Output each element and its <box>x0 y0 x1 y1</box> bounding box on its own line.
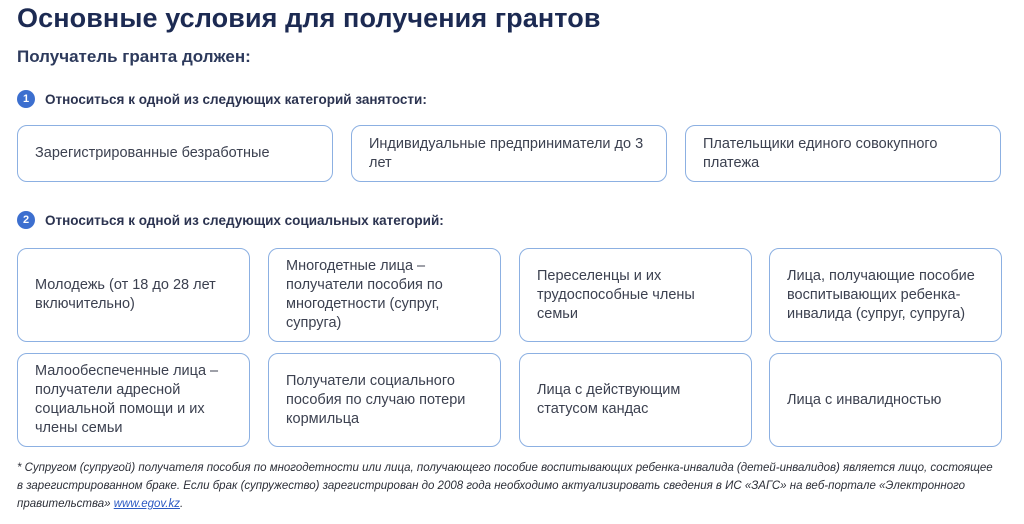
section-2-title: Относиться к одной из следующих социальных категорий: <box>45 212 444 228</box>
employment-card-entrepreneurs <box>351 125 667 182</box>
employment-card-single-payment <box>685 125 1001 182</box>
social-card-disability <box>769 353 1002 447</box>
card-text: Малообеспеченные лица – получатели адресной социальной помощи и их члены семьи <box>35 363 219 436</box>
card-text: Лица с действующим статусом кандас <box>537 382 681 417</box>
card-text: Молодежь (от 18 до 28 лет включительно) <box>35 277 216 312</box>
social-card-kandas <box>519 353 752 447</box>
card-text: Зарегистрированные безработные <box>35 145 270 161</box>
employment-card-unemployed <box>17 125 333 182</box>
footnote-text: * Супругом (супругой) получателя пособия по многодетности или лица, получающего пособие воспитывающих ребенка-инвалида (детей-инвалидов) является лицо, состоящее в зарегистрированном браке. Если брак (супружество) зарегистрирован до 2008 года необходимо актуализировать сведения в ИС «ЗАГС» на веб-портале «Электронного правительства» <box>17 462 993 510</box>
social-card-youth <box>17 248 250 342</box>
social-card-large-families <box>268 248 501 342</box>
social-card-survivor-benefit <box>268 353 501 447</box>
number-badge-1: 1 <box>17 90 35 108</box>
card-text: Лица с инвалидностью <box>787 391 942 408</box>
footnote <box>17 459 995 513</box>
social-card-disabled-child-carers <box>769 248 1002 342</box>
section-1-heading <box>17 90 427 108</box>
section-2-heading <box>17 211 444 229</box>
page-title: Основные условия для получения грантов <box>17 3 601 33</box>
egov-link[interactable]: www.egov.kz <box>113 498 180 510</box>
section-1-title: Относиться к одной из следующих категорий занятости: <box>45 91 427 107</box>
card-text: Многодетные лица – получатели пособия по многодетности (супруг, супруга) <box>286 258 443 331</box>
card-text: Переселенцы и их трудоспособные члены семьи <box>537 267 695 322</box>
page-subtitle: Получатель гранта должен: <box>17 47 251 66</box>
social-card-low-income <box>17 353 250 447</box>
card-text: Плательщики единого совокупного платежа <box>703 135 938 171</box>
card-text: Получатели социального пособия по случаю потери кормильца <box>286 372 466 427</box>
card-text: Лица, получающие пособие воспитывающих ребенка-инвалида (супруг, супруга) <box>787 267 975 322</box>
number-badge-2: 2 <box>17 211 35 229</box>
footnote-end: . <box>179 498 184 510</box>
social-card-resettlers <box>519 248 752 342</box>
card-text: Индивидуальные предприниматели до 3 лет <box>369 135 644 171</box>
